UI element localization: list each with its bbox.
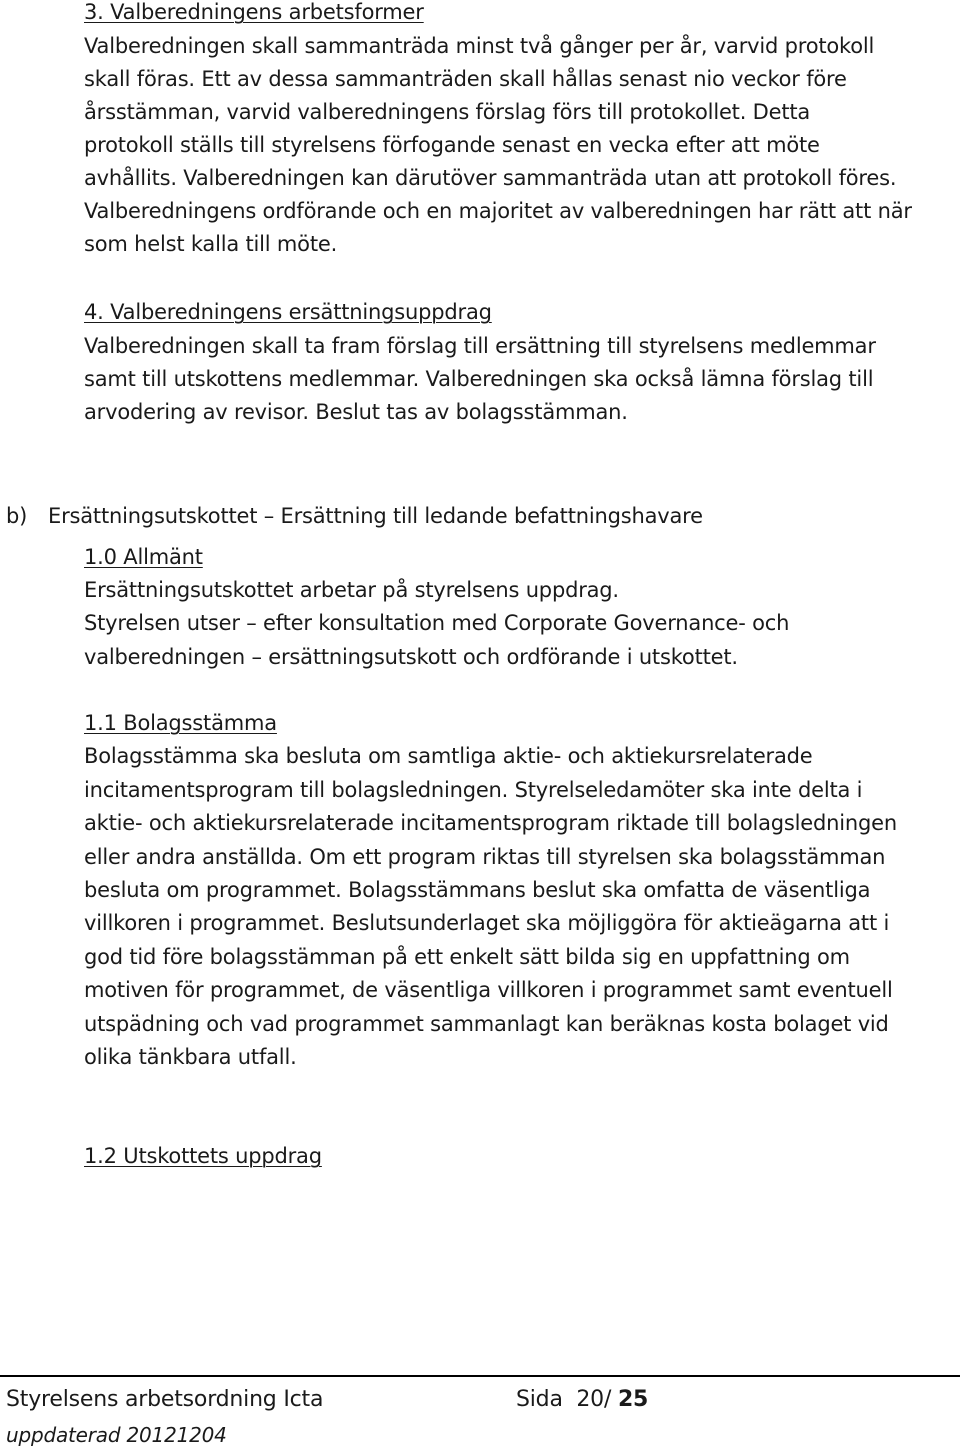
section-heading-4: 4. Valberedningens ersättningsuppdrag <box>84 300 492 324</box>
paragraph-line: Valberedningens ordförande och en majoritet av valberedningen har rätt att när <box>84 199 912 223</box>
footer-title: Styrelsens arbetsordning Icta <box>6 1387 324 1412</box>
paragraph-line: Styrelsen utser – efter konsultation med Corporate Governance- och <box>84 611 790 635</box>
paragraph-line: incitamentsprogram till bolagsledningen. Styrelseledamöter ska inte delta i <box>84 778 863 802</box>
paragraph-line: som helst kalla till möte. <box>84 232 338 256</box>
subsection-heading-1-0: 1.0 Allmänt <box>84 545 203 569</box>
section-heading-3: 3. Valberedningens arbetsformer <box>84 0 424 24</box>
paragraph-line: avhållits. Valberedningen kan därutöver sammanträda utan att protokoll föres. <box>84 166 897 190</box>
paragraph-line: samt till utskottens medlemmar. Valberedningen ska också lämna förslag till <box>84 367 874 391</box>
paragraph-line: Valberedningen skall ta fram förslag till ersättning till styrelsens medlemmar <box>84 334 876 358</box>
paragraph-line: besluta om programmet. Bolagsstämmans beslut ska omfatta de väsentliga <box>84 878 871 902</box>
page-total: 25 <box>617 1387 649 1412</box>
paragraph-line: protokoll ställs till styrelsens förfogande senast en vecka efter att möte <box>84 133 820 157</box>
footer-divider <box>0 1375 960 1377</box>
paragraph-line: olika tänkbara utfall. <box>84 1045 297 1069</box>
paragraph-line: valberedningen – ersättningsutskott och ordförande i utskottet. <box>84 645 738 669</box>
paragraph-line: villkoren i programmet. Beslutsunderlaget ska möjliggöra för aktieägarna att i <box>84 911 890 935</box>
paragraph-line: god tid före bolagsstämman på ett enkelt sätt bilda sig en uppfattning om <box>84 945 850 969</box>
paragraph-line: Bolagsstämma ska besluta om samtliga aktie- och aktiekursrelaterade <box>84 744 813 768</box>
paragraph-line: skall föras. Ett av dessa sammanträden skall hållas senast nio veckor före <box>84 67 847 91</box>
page-number <box>516 1387 648 1412</box>
paragraph-line: motiven för programmet, de väsentliga villkoren i programmet samt eventuell <box>84 978 893 1002</box>
page-label: Sida <box>516 1387 563 1412</box>
section-b-label: b) <box>6 504 28 528</box>
paragraph-line: utspädning och vad programmet sammanlagt kan beräknas kosta bolaget vid <box>84 1012 889 1036</box>
paragraph-line: Ersättningsutskottet arbetar på styrelsens uppdrag. <box>84 578 619 602</box>
paragraph-line: eller andra anställda. Om ett program riktas till styrelsen ska bolagsstämman <box>84 845 886 869</box>
subsection-heading-1-1: 1.1 Bolagsstämma <box>84 711 277 735</box>
footer-updated-date: uppdaterad 20121204 <box>6 1423 227 1447</box>
page-current: 20 <box>576 1387 604 1412</box>
subsection-heading-1-2: 1.2 Utskottets uppdrag <box>84 1144 322 1168</box>
paragraph-line: aktie- och aktiekursrelaterade incitamentsprogram riktade till bolagsledningen <box>84 811 897 835</box>
paragraph-line: årsstämman, varvid valberedningens förslag förs till protokollet. Detta <box>84 100 811 124</box>
paragraph-line: Valberedningen skall sammanträda minst två gånger per år, varvid protokoll <box>84 34 875 58</box>
paragraph-line: arvodering av revisor. Beslut tas av bolagsstämman. <box>84 400 628 424</box>
section-b-title: Ersättningsutskottet – Ersättning till ledande befattningshavare <box>48 504 703 528</box>
page-separator: / <box>603 1387 612 1412</box>
